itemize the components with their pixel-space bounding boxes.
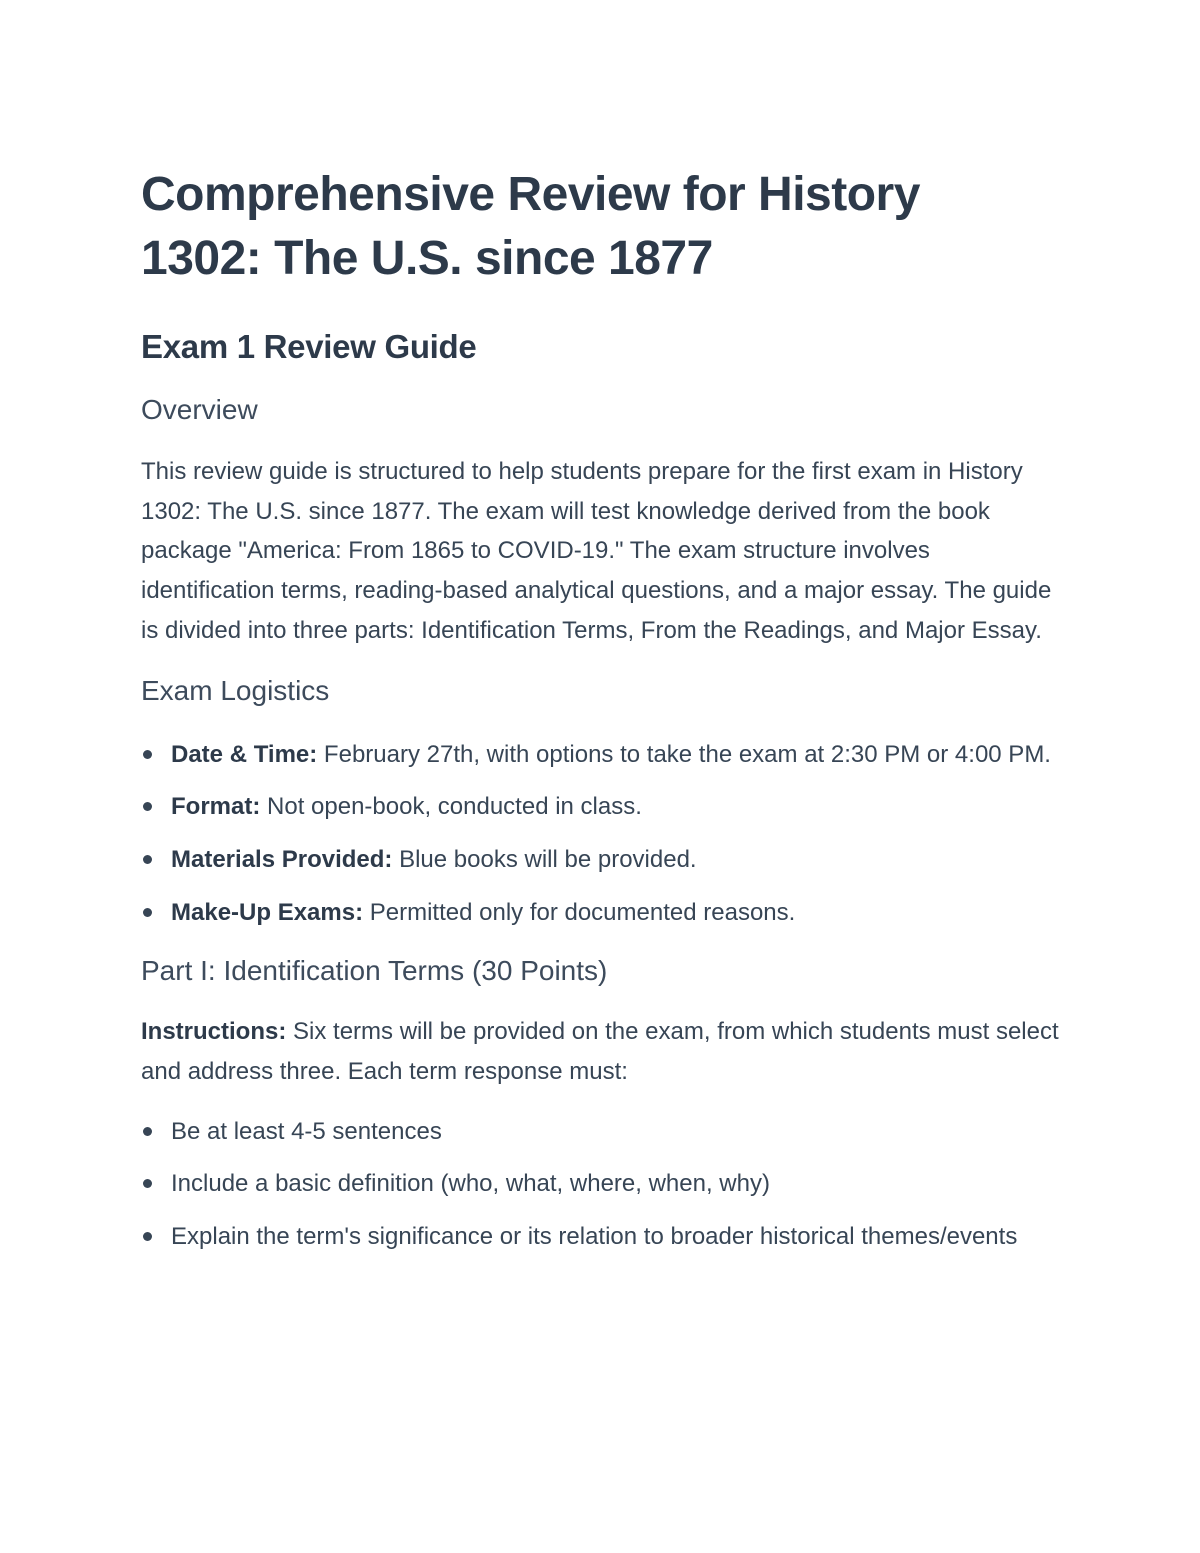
item-text: Include a basic definition (who, what, where, when, why)	[171, 1170, 770, 1198]
list-item	[141, 1217, 1066, 1257]
logistics-list	[141, 735, 1060, 933]
list-item	[141, 735, 1066, 775]
overview-heading: Overview	[141, 394, 258, 425]
item-label: Date & Time:	[171, 740, 318, 768]
list-item	[141, 893, 1066, 933]
item-label: Materials Provided:	[171, 845, 393, 873]
bullet-icon	[143, 750, 152, 759]
list-item	[141, 787, 1066, 827]
item-text: Be at least 4-5 sentences	[171, 1117, 442, 1145]
instructions-paragraph	[141, 1012, 1066, 1091]
bullet-icon	[143, 908, 152, 917]
requirements-list	[141, 1112, 1060, 1257]
instructions-text: Six terms will be provided on the exam, from which students must select and address three. Each term response must:	[141, 1018, 1059, 1086]
logistics-heading: Exam Logistics	[141, 674, 330, 706]
overview-paragraph: This review guide is structured to help students prepare for the first exam in History 1302: The U.S. since 1877. The exam will test knowledge derived from the book package "America: From 1865 to COVID-19." The exam structure involves identification terms, reading-based analytical questions, and a major essay. The guide is divided into three parts: Identification Terms, From the Readings, and Major Essay.	[141, 458, 1052, 644]
bullet-icon	[143, 855, 152, 864]
list-item	[141, 840, 1066, 880]
bullet-icon	[143, 1179, 152, 1188]
list-item	[141, 1164, 1066, 1204]
item-label: Format:	[171, 793, 261, 821]
item-text: February 27th, with options to take the exam at 2:30 PM or 4:00 PM.	[317, 740, 1051, 768]
list-item	[141, 1112, 1066, 1152]
document-subtitle: Exam 1 Review Guide	[141, 328, 477, 365]
part1-heading: Part I: Identification Terms (30 Points)	[141, 955, 608, 987]
item-text: Blue books will be provided.	[392, 845, 697, 873]
item-text: Explain the term's significance or its relation to broader historical themes/events	[171, 1223, 1018, 1251]
instructions-label: Instructions:	[141, 1018, 287, 1046]
bullet-icon	[143, 1127, 152, 1136]
item-text: Not open-book, conducted in class.	[260, 793, 642, 821]
document-title: Comprehensive Review for History 1302: The U.S. since 1877	[141, 168, 920, 285]
item-label: Make-Up Exams:	[171, 898, 364, 926]
bullet-icon	[143, 1232, 152, 1241]
item-text: Permitted only for documented reasons.	[363, 898, 796, 926]
bullet-icon	[143, 802, 152, 811]
